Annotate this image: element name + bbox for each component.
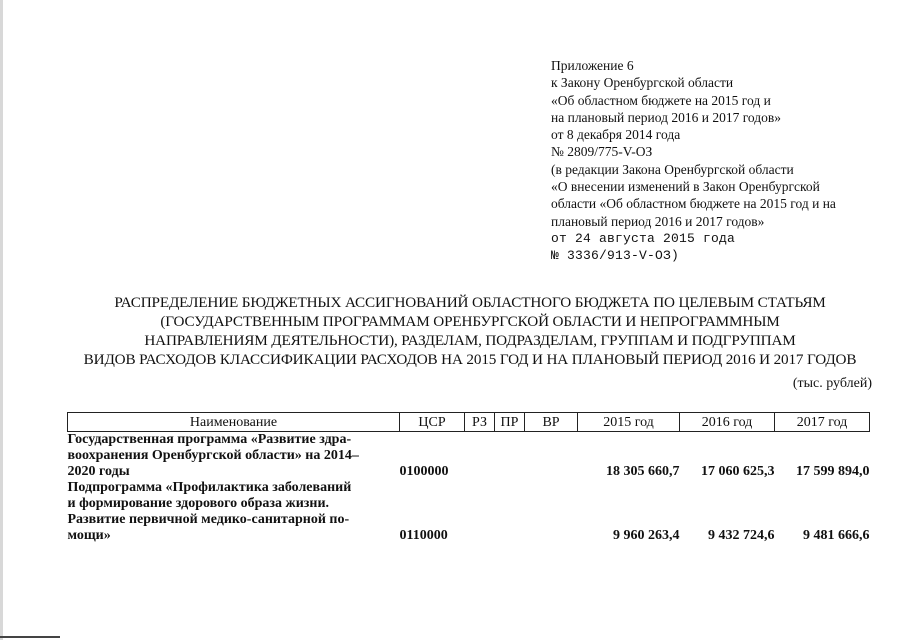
appendix-line: (в редакции Закона Оренбургской области	[551, 161, 794, 177]
row-pr	[495, 432, 525, 481]
appendix-line: на плановый период 2016 и 2017 годов»	[551, 109, 782, 125]
row-vr	[525, 432, 578, 481]
scan-edge-mark	[0, 636, 60, 638]
row-name-line: Государственная программа «Развитие здра-	[67, 432, 352, 447]
scan-edge-shadow	[0, 0, 3, 640]
row-2017: 17 599 894,0	[796, 464, 870, 479]
appendix-header	[551, 57, 891, 265]
row-2016: 17 060 625,3	[701, 464, 775, 479]
appendix-line: плановый период 2016 и 2017 годов»	[551, 213, 765, 229]
title-line: (ГОСУДАРСТВЕННЫМ ПРОГРАММАМ ОРЕНБУРГСКОЙ ОБЛАСТИ И НЕПРОГРАММНЫМ	[160, 313, 780, 330]
header-name: Наименование	[68, 413, 400, 432]
document-title	[60, 293, 880, 369]
row-name-line: и формирование здорового образа жизни.	[67, 496, 330, 511]
row-csr: 0110000	[399, 528, 448, 543]
row-name	[68, 432, 400, 481]
header-rz: РЗ	[465, 413, 495, 432]
row-name-line: Подпрограмма «Профилактика заболеваний	[67, 480, 352, 495]
header-vr: ВР	[525, 413, 578, 432]
header-2016: 2016 год	[680, 413, 775, 432]
table-row	[68, 432, 870, 481]
header-csr: ЦСР	[400, 413, 465, 432]
row-2015: 18 305 660,7	[606, 464, 680, 479]
row-2017: 9 481 666,6	[803, 528, 870, 543]
row-name	[68, 480, 400, 544]
row-vr	[525, 480, 578, 544]
row-name-line: воохранения Оренбургской области» на 2014–	[67, 448, 359, 463]
units-label: (тыс. рублей)	[792, 376, 872, 391]
appendix-line-typed: от 24 августа 2015 года	[551, 230, 736, 246]
title-line: ВИДОВ РАСХОДОВ КЛАССИФИКАЦИИ РАСХОДОВ НА 2015 ГОД И НА ПЛАНОВЫЙ ПЕРИОД 2016 И 2017 ГОДОВ	[83, 351, 857, 368]
header-2015: 2015 год	[578, 413, 680, 432]
budget-table	[67, 412, 870, 544]
row-2015: 9 960 263,4	[613, 528, 680, 543]
appendix-line: № 2809/775-V-ОЗ	[551, 144, 653, 160]
row-rz	[465, 480, 495, 544]
header-pr: ПР	[495, 413, 525, 432]
row-name-line: Развитие первичной медико-санитарной по-	[67, 512, 350, 527]
row-rz	[465, 432, 495, 481]
row-csr: 0100000	[399, 464, 449, 479]
appendix-line: «О внесении изменений в Закон Оренбургской	[551, 179, 820, 195]
appendix-line: «Об областном бюджете на 2015 год и	[551, 92, 771, 108]
title-line: НАПРАВЛЕНИЯМ ДЕЯТЕЛЬНОСТИ), РАЗДЕЛАМ, ПОДРАЗДЕЛАМ, ГРУППАМ И ПОДГРУППАМ	[144, 332, 796, 349]
row-2016: 9 432 724,6	[708, 528, 775, 543]
row-pr	[495, 480, 525, 544]
row-name-line: 2020 годы	[67, 464, 130, 479]
appendix-line: области «Об областном бюджете на 2015 год и на	[551, 196, 836, 212]
table-header-row	[68, 413, 870, 432]
appendix-line-typed: № 3336/913-V-ОЗ)	[551, 248, 680, 264]
row-name-line: мощи»	[67, 528, 111, 543]
appendix-line: от 8 декабря 2014 года	[551, 127, 681, 143]
table-row	[68, 480, 870, 544]
title-line: РАСПРЕДЕЛЕНИЕ БЮДЖЕТНЫХ АССИГНОВАНИЙ ОБЛАСТНОГО БЮДЖЕТА ПО ЦЕЛЕВЫМ СТАТЬЯМ	[114, 294, 826, 311]
header-2017: 2017 год	[775, 413, 870, 432]
appendix-line: Приложение 6	[551, 58, 634, 73]
appendix-line: к Закону Оренбургской области	[551, 75, 734, 91]
